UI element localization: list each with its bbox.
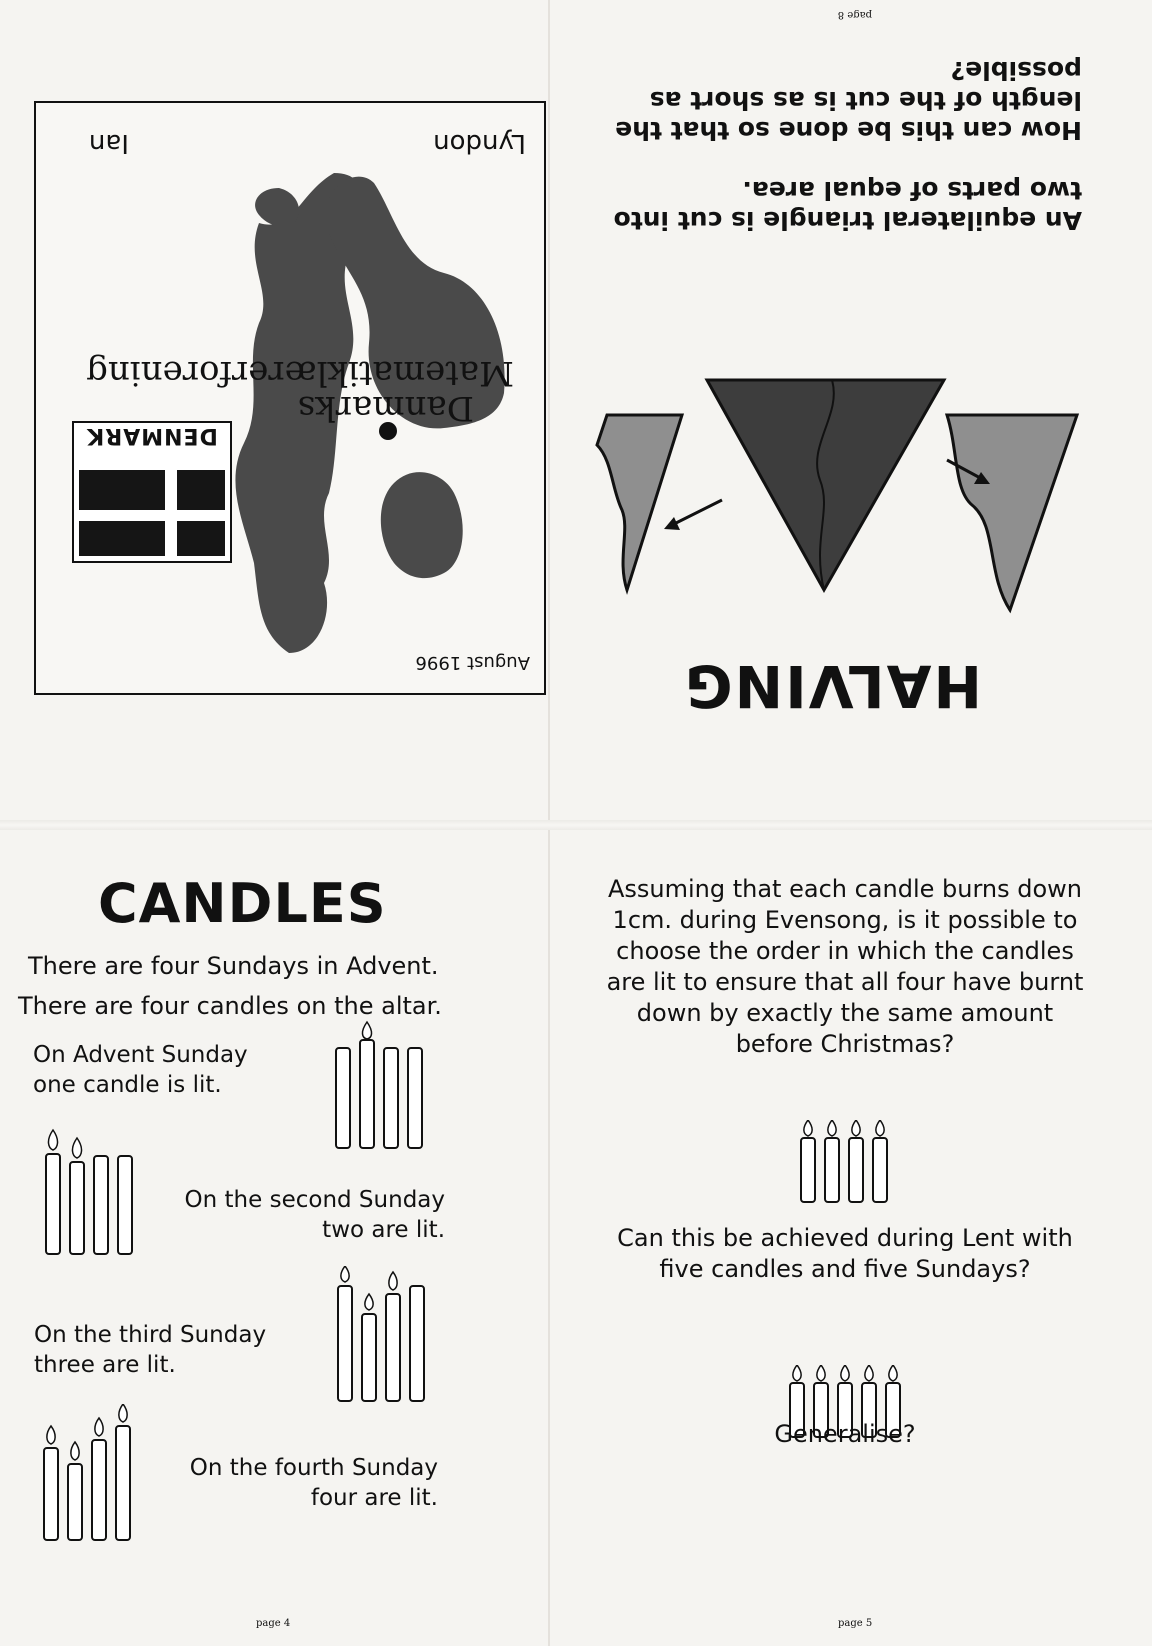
step-4-text (155, 1453, 438, 1513)
step-1-line-2: one candle is lit. (33, 1072, 222, 1098)
candle (94, 1156, 108, 1254)
page-number: page 5 (838, 1618, 873, 1629)
cover-author-1: Lyndon (433, 128, 526, 158)
step-4-line-1: On the fourth Sunday (189, 1455, 438, 1481)
page-number: page 8 (837, 9, 872, 20)
page-title: CANDLES (98, 872, 387, 935)
funen-shape (381, 472, 463, 578)
step-2-line-1: On the second Sunday (184, 1187, 445, 1213)
candle (360, 1040, 374, 1148)
cover-author-2: Ian (88, 128, 129, 158)
step-3-line-1: On the third Sunday (34, 1322, 267, 1348)
denmark-flag-box (72, 421, 232, 563)
candle (118, 1156, 132, 1254)
cover-page (34, 101, 546, 695)
flame-icon (341, 1266, 349, 1282)
step-3-text (34, 1320, 266, 1380)
candle (801, 1138, 815, 1202)
generalise-prompt: Generalise? (774, 1420, 916, 1448)
halving-question-1: An equilateral triangle is cut into two parts of equal area. (613, 176, 1082, 235)
step-1-text (33, 1040, 248, 1100)
flame-icon (852, 1120, 860, 1136)
candle (116, 1426, 130, 1540)
candles-fourth-sunday (40, 1404, 140, 1544)
candle (384, 1048, 398, 1148)
flame-icon (365, 1294, 373, 1310)
flame-icon (119, 1404, 127, 1422)
candle (44, 1448, 58, 1540)
flame-icon (889, 1365, 897, 1381)
flame-icon (876, 1120, 884, 1136)
candles-question-1: Assuming that each candle burns down 1cm. during Evensong, is it possible to choose the order in which the candles are lit to ensure that all four have burnt down by exactly the same amount before Christmas? (606, 875, 1084, 1058)
upside-down-half (0, 0, 1152, 820)
halving-triangles-illustration (592, 320, 1082, 650)
flame-icon (841, 1365, 849, 1381)
candle (70, 1162, 84, 1254)
horizontal-fold (0, 820, 1152, 830)
flame-icon (804, 1120, 812, 1136)
candle (849, 1138, 863, 1202)
intro-line-2: There are four candles on the altar. (18, 992, 442, 1020)
page-8 (576, 0, 1152, 820)
candle (386, 1294, 400, 1401)
triangle-right-piece (597, 415, 682, 590)
flame-icon (95, 1418, 103, 1436)
four-candles-lit (797, 1120, 897, 1205)
candle (92, 1440, 106, 1540)
flame-icon (865, 1365, 873, 1381)
triangle-left-piece (947, 415, 1077, 610)
page-number: page 4 (256, 1618, 291, 1629)
flag-icon (79, 456, 225, 556)
flame-icon (817, 1365, 825, 1381)
step-3-line-2: three are lit. (34, 1352, 176, 1378)
candles-second-sunday (42, 1128, 142, 1258)
flag-label: DENMARK (86, 423, 218, 448)
arrow-right (672, 500, 722, 525)
step-4-line-2: four are lit. (310, 1485, 438, 1511)
island-shape (255, 188, 299, 226)
candle (825, 1138, 839, 1202)
step-1-line-1: On Advent Sunday (33, 1042, 248, 1068)
halving-question-2: How can this be done so that the length of the cut is as short as possible? (615, 56, 1082, 145)
candles-third-sunday (334, 1266, 434, 1406)
page-title: HALVING (682, 652, 982, 720)
flame-icon (72, 1138, 81, 1158)
candles-question-2: Can this be achieved during Lent with five candles and five Sundays? (617, 1224, 1073, 1283)
candles-advent-sunday (332, 1020, 432, 1150)
step-2-line-2: two are lit. (322, 1217, 445, 1243)
candle (338, 1286, 352, 1401)
candle (410, 1286, 424, 1401)
intro-line-1: There are four Sundays in Advent. (28, 952, 439, 980)
flame-icon (389, 1272, 397, 1290)
page-4 (0, 830, 548, 1646)
center-triangle (707, 380, 944, 590)
cover-title-line-2: Matematiklærerforening (86, 353, 514, 393)
flame-icon (48, 1130, 57, 1150)
candle (362, 1314, 376, 1401)
candle (68, 1464, 82, 1540)
cover-title-line-1: Danmarks (297, 388, 474, 428)
flame-icon (47, 1426, 55, 1444)
flame-icon (362, 1022, 371, 1039)
flame-icon (793, 1365, 801, 1381)
candle (873, 1138, 887, 1202)
candle (408, 1048, 422, 1148)
candle (336, 1048, 350, 1148)
page-5 (550, 830, 1152, 1646)
flame-icon (828, 1120, 836, 1136)
candle (46, 1154, 60, 1254)
flame-icon (71, 1442, 79, 1460)
cover-date: August 1996 (415, 652, 530, 673)
step-2-text (160, 1185, 445, 1245)
